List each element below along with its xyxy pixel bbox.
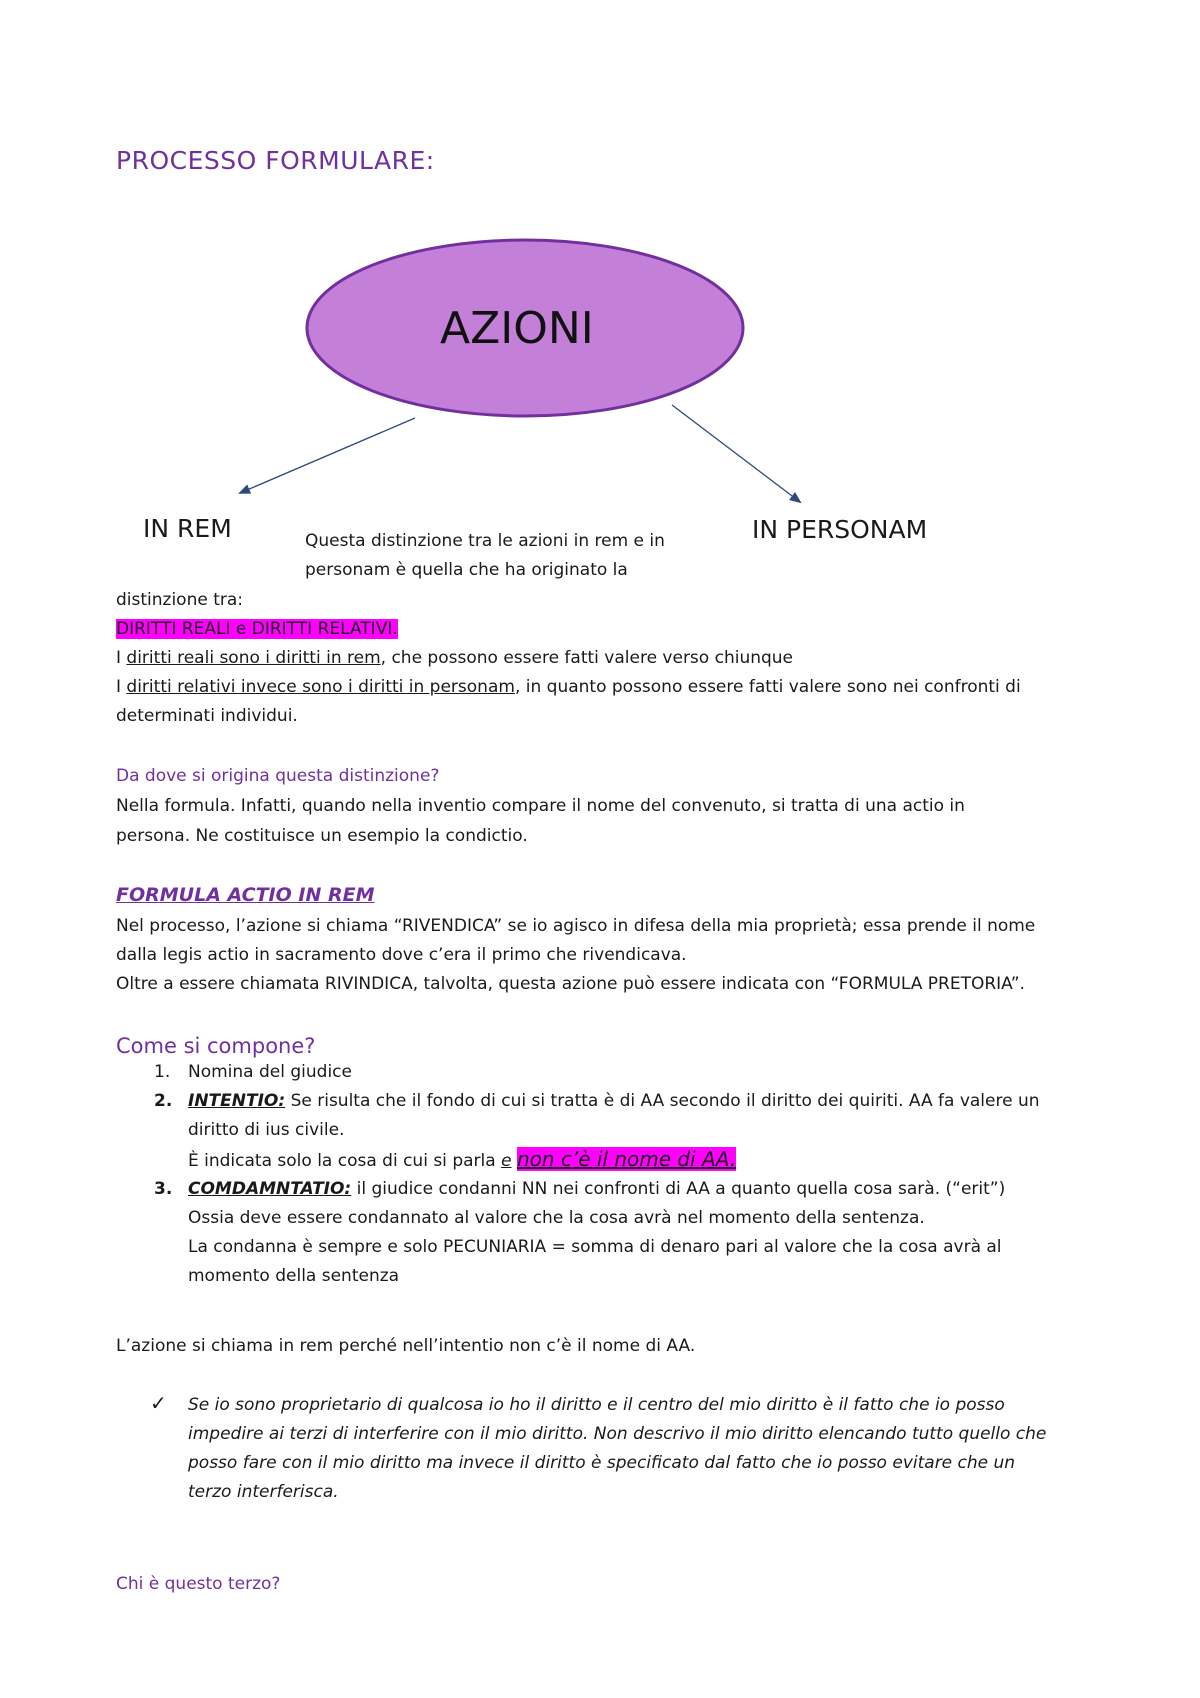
text-span: I bbox=[116, 677, 127, 697]
in-rem-label: IN REM bbox=[143, 514, 232, 543]
list-item bbox=[116, 1175, 1116, 1204]
azioni-label: AZIONI bbox=[440, 303, 594, 354]
underlined-text: diritti reali sono i diritti in rem bbox=[126, 648, 381, 668]
diritti-highlight: DIRITTI REALI e DIRITTI RELATIVI. bbox=[116, 619, 398, 639]
formula-line3: Oltre a essere chiamata RIVINDICA, talvolta, questa azione può essere indicata con “FORMULA PRETORIA”. bbox=[116, 974, 1025, 994]
condemnatio-label: COMDAMNTATIO: bbox=[188, 1179, 352, 1199]
list-text: La condanna è sempre e solo PECUNIARIA = somma di denaro pari al valore che la cosa avrà al bbox=[188, 1237, 1002, 1257]
list-text: Ossia deve essere condannato al valore che la cosa avrà nel momento della sentenza. bbox=[188, 1208, 925, 1228]
list-text: il giudice condanni NN nei confronti di AA a quanto quella cosa sarà. (“erit”) bbox=[351, 1179, 1006, 1199]
underlined-text: diritti relativi invece sono i diritti in personam bbox=[126, 677, 515, 697]
arrow-in-rem bbox=[240, 418, 415, 493]
intentio-label: INTENTIO: bbox=[188, 1091, 286, 1111]
text-span: I bbox=[116, 648, 127, 668]
list-text: diritto di ius civile. bbox=[188, 1120, 345, 1140]
text-span: , che possono essere fatti valere verso chiunque bbox=[380, 648, 794, 668]
text-span: , in quanto possono essere fatti valere sono nei confronti di bbox=[514, 677, 1021, 697]
list-item bbox=[116, 1087, 1116, 1116]
azioni-diagram bbox=[0, 0, 1200, 560]
list-item-continuation bbox=[116, 1233, 1116, 1262]
diagram-note-line2: personam è quella che ha originato la bbox=[305, 560, 628, 580]
intro-line5: determinati individui. bbox=[116, 706, 298, 726]
conclusion-line: L’azione si chiama in rem perché nell’intentio non c’è il nome di AA. bbox=[116, 1336, 696, 1356]
formula-line1: Nel processo, l’azione si chiama “RIVENDICA” se io agisco in difesa della mia proprietà; essa prende il nome bbox=[116, 916, 1036, 936]
intro-line3 bbox=[116, 644, 793, 673]
origin-line2: persona. Ne costituisce un esempio la condictio. bbox=[116, 826, 528, 846]
arrow-in-personam bbox=[672, 405, 800, 502]
checked-line4: terzo interferisca. bbox=[188, 1482, 339, 1502]
in-personam-label: IN PERSONAM bbox=[752, 515, 928, 544]
list-item bbox=[116, 1058, 1116, 1087]
check-icon: ✓ bbox=[150, 1391, 167, 1415]
origin-line1: Nella formula. Infatti, quando nella inventio compare il nome del convenuto, si tratta di una actio in bbox=[116, 796, 965, 816]
list-number: 2. bbox=[154, 1091, 173, 1111]
list-item-continuation bbox=[116, 1145, 1116, 1175]
page-title: PROCESSO FORMULARE: bbox=[116, 146, 435, 175]
list-item-continuation bbox=[116, 1262, 1116, 1291]
origin-question: Da dove si origina questa distinzione? bbox=[116, 766, 440, 786]
intro-line4 bbox=[116, 673, 1021, 702]
compose-list bbox=[116, 1058, 1116, 1291]
underlined-e: e bbox=[501, 1151, 512, 1171]
intro-line1: distinzione tra: bbox=[116, 590, 244, 610]
list-text: Se risulta che il fondo di cui si tratta è di AA secondo il diritto dei quiriti. AA fa valere un bbox=[285, 1091, 1040, 1111]
list-text: Nomina del giudice bbox=[188, 1062, 352, 1082]
formula-line2: dalla legis actio in sacramento dove c’era il primo che rivendicava. bbox=[116, 945, 687, 965]
list-item-continuation bbox=[116, 1116, 1116, 1145]
last-question: Chi è questo terzo? bbox=[116, 1574, 281, 1594]
list-text: momento della sentenza bbox=[188, 1266, 400, 1286]
checked-line2: impedire ai terzi di interferire con il mio diritto. Non descrivo il mio diritto elencando tutto quello che bbox=[188, 1424, 1047, 1444]
list-number: 3. bbox=[154, 1179, 173, 1199]
checked-line3: posso fare con il mio diritto ma invece il diritto è specificato dal fatto che io posso evitare che un bbox=[188, 1453, 1016, 1473]
list-item-continuation bbox=[116, 1204, 1116, 1233]
list-text: È indicata solo la cosa di cui si parla bbox=[188, 1151, 502, 1171]
formula-heading: FORMULA ACTIO IN REM bbox=[116, 884, 375, 906]
diagram-note-line1: Questa distinzione tra le azioni in rem e in bbox=[305, 531, 665, 551]
checked-line1: Se io sono proprietario di qualcosa io ho il diritto e il centro del mio diritto è il fatto che io posso bbox=[188, 1395, 1005, 1415]
intro-highlight-line bbox=[116, 615, 398, 644]
list-number: 1. bbox=[154, 1062, 171, 1082]
no-name-highlight: non c’è il nome di AA. bbox=[516, 1147, 737, 1171]
compose-heading: Come si compone? bbox=[116, 1034, 316, 1058]
